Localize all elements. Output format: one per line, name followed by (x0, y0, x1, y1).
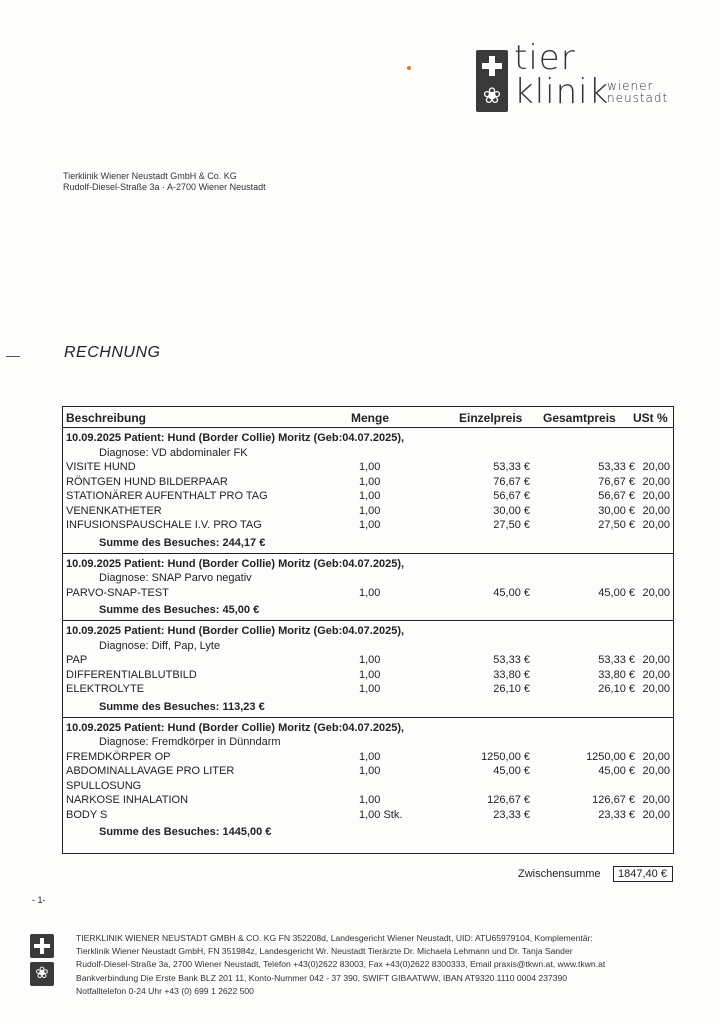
table-row (63, 793, 673, 808)
visit-sum: Summe des Besuches: 45,00 € (99, 604, 260, 616)
item-description: ELEKTROLYTE (66, 683, 145, 695)
table-row (63, 460, 673, 475)
item-description: PARVO-SNAP-TEST (66, 586, 169, 599)
item-description: STATIONÄRER AUFENTHALT PRO TAG (66, 490, 268, 502)
diagnosis: Diagnose: Fremdkörper in Dünndarm (99, 736, 281, 748)
ink-spot (407, 66, 411, 70)
footer-line-5: Notfalltelefon 0-24 Uhr +43 (0) 699 1 2622 500 (76, 985, 254, 996)
table-row (63, 518, 673, 533)
item-vat: 20,00 (642, 794, 670, 806)
visit-section (63, 554, 673, 622)
paw-icon: ❀ (476, 80, 508, 112)
header-quantity: Menge (351, 411, 390, 425)
item-unit-price: 30,00 € (493, 504, 530, 517)
item-vat: 20,00 (642, 668, 670, 681)
logo-word-tier: tier (514, 38, 576, 78)
header-description: Beschreibung (66, 411, 147, 425)
table-row (63, 653, 673, 668)
item-quantity: 1,00 (359, 519, 381, 531)
item-unit-price: 126,67 € (487, 794, 530, 806)
item-quantity: 1,00 (359, 504, 381, 517)
item-quantity: 1,00 (359, 668, 381, 681)
item-vat: 20,00 (642, 504, 670, 517)
visit-section (63, 718, 673, 853)
item-description: PAP (66, 654, 88, 666)
item-vat: 20,00 (642, 683, 670, 695)
diagnosis: Diagnose: SNAP Parvo negativ (99, 572, 252, 584)
item-quantity: 1,00 (359, 794, 381, 806)
diagnosis: Diagnose: VD abdominaler FK (99, 446, 248, 459)
table-row (63, 682, 673, 697)
item-description: DIFFERENTIALBLUTBILD (66, 668, 197, 681)
footer-line-3: Rudolf-Diesel-Straße 3a, 2700 Wiener Neustadt, Telefon +43(0)2622 83003, Fax +43(0)2622 8300333, Email praxis@tkwn.at, www.tkwn.at (76, 959, 606, 970)
footer-line-4: Bankverbindung Die Erste Bank BLZ 201 11, Konto-Nummer 042 - 37 390, SWIFT GIBAATWW, IBAN AT9320 1110 0004 237390 (76, 972, 568, 983)
table-header (63, 407, 673, 428)
table-row (63, 668, 673, 683)
item-description: SPULLOSUNG (66, 779, 142, 792)
footer-paw-icon: ❀ (30, 962, 54, 986)
item-total-price: 33,80 € (598, 668, 635, 681)
cross-icon (476, 50, 508, 82)
item-quantity: 1,00 (359, 654, 381, 666)
visit-sum: Summe des Besuches: 244,17 € (99, 536, 266, 549)
item-unit-price: 27,50 € (493, 519, 530, 531)
visit-section (63, 428, 673, 554)
invoice-table (62, 406, 674, 854)
item-unit-price: 45,00 € (493, 765, 530, 777)
visit-sum: Summe des Besuches: 113,23 € (99, 700, 265, 713)
table-row (63, 475, 673, 490)
item-total-price: 126,67 € (592, 794, 635, 806)
item-quantity: 1,00 Stk. (359, 808, 403, 821)
table-row (63, 504, 673, 519)
item-vat: 20,00 (642, 475, 670, 488)
footer-line-1: TIERKLINIK WIENER NEUSTADT GMBH & CO. KG FN 352208d, Landesgericht Wiener Neustadt, UID: ATU65979104, Komplementär: (76, 933, 593, 943)
item-quantity: 1,00 (359, 490, 381, 502)
table-row (63, 808, 673, 823)
item-total-price: 76,67 € (598, 475, 635, 488)
item-unit-price: 33,80 € (493, 668, 530, 681)
visit-header: 10.09.2025 Patient: Hund (Border Collie) Moritz (Geb:04.07.2025), (66, 432, 405, 444)
item-quantity: 1,00 (359, 461, 381, 473)
fold-mark (6, 356, 20, 357)
item-total-price: 1250,00 € (586, 750, 635, 763)
table-row (63, 586, 673, 601)
item-unit-price: 1250,00 € (481, 750, 530, 763)
sender-line-2: Rudolf-Diesel-Straße 3a · A-2700 Wiener Neustadt (63, 182, 266, 192)
item-total-price: 30,00 € (598, 504, 635, 517)
footer (76, 932, 696, 998)
item-vat: 20,00 (642, 654, 670, 666)
item-total-price: 53,33 € (598, 654, 635, 666)
logo-word-neustadt: neustadt (607, 91, 669, 105)
item-vat: 20,00 (642, 461, 670, 473)
header-vat: USt % (633, 411, 668, 425)
item-unit-price: 26,10 € (493, 683, 530, 695)
item-description: RÖNTGEN HUND BILDERPAAR (66, 475, 228, 488)
header-unit-price: Einzelpreis (459, 411, 523, 425)
subtotal-value: 1847,40 € (618, 868, 667, 880)
item-vat: 20,00 (642, 519, 670, 531)
item-total-price: 56,67 € (598, 490, 635, 502)
item-unit-price: 56,67 € (493, 490, 530, 502)
diagnosis: Diagnose: Diff, Pap, Lyte (99, 639, 221, 652)
item-vat: 20,00 (642, 808, 670, 821)
visit-section (63, 621, 673, 718)
item-description: FREMDKÖRPER OP (66, 750, 171, 763)
item-description: BODY S (66, 808, 108, 821)
item-description: INFUSIONSPAUSCHALE I.V. PRO TAG (66, 519, 262, 531)
item-description: ABDOMINALLAVAGE PRO LITER (66, 765, 235, 777)
header-total-price: Gesamtpreis (543, 411, 616, 425)
item-description: NARKOSE INHALATION (66, 794, 189, 806)
page-number: - 1- (32, 895, 46, 905)
item-total-price: 45,00 € (598, 765, 635, 777)
subtotal-label: Zwischensumme (518, 868, 601, 880)
item-total-price: 26,10 € (598, 683, 635, 695)
item-quantity: 1,00 (359, 586, 381, 599)
table-row (63, 750, 673, 765)
item-unit-price: 76,67 € (493, 475, 530, 488)
item-quantity: 1,00 (359, 750, 381, 763)
item-total-price: 23,33 € (598, 808, 635, 821)
table-row (63, 779, 673, 794)
item-unit-price: 23,33 € (493, 808, 530, 821)
document-title: RECHNUNG (64, 344, 161, 361)
item-unit-price: 53,33 € (493, 654, 530, 666)
item-vat: 20,00 (642, 490, 670, 502)
table-row (63, 764, 673, 779)
sender-address (63, 171, 266, 193)
item-total-price: 45,00 € (598, 586, 635, 599)
item-description: VENENKATHETER (66, 504, 162, 517)
item-description: VISITE HUND (66, 461, 136, 473)
table-row (63, 489, 673, 504)
visit-header: 10.09.2025 Patient: Hund (Border Collie) Moritz (Geb:04.07.2025), (66, 625, 405, 637)
item-vat: 20,00 (642, 765, 670, 777)
item-vat: 20,00 (642, 586, 670, 599)
visit-sum: Summe des Besuches: 1445,00 € (99, 826, 272, 838)
footer-cross-icon (30, 934, 54, 958)
item-quantity: 1,00 (359, 765, 381, 777)
item-total-price: 53,33 € (598, 461, 635, 473)
item-vat: 20,00 (642, 750, 670, 763)
logo-word-wiener: wiener (607, 79, 654, 93)
visit-header: 10.09.2025 Patient: Hund (Border Collie) Moritz (Geb:04.07.2025), (66, 721, 405, 734)
item-quantity: 1,00 (359, 475, 381, 488)
item-unit-price: 45,00 € (493, 586, 530, 599)
item-total-price: 27,50 € (598, 519, 635, 531)
footer-line-2: Tierklinik Wiener Neustadt GmbH, FN 351984z, Landesgericht Wr. Neustadt Tierärzte Dr. Michaela Lehmann und Dr. Tanja Sander (76, 946, 573, 957)
item-quantity: 1,00 (359, 683, 381, 695)
item-unit-price: 53,33 € (493, 461, 530, 473)
logo-word-klinik: klinik (514, 72, 610, 112)
visit-header: 10.09.2025 Patient: Hund (Border Collie) Moritz (Geb:04.07.2025), (66, 557, 405, 570)
sender-line-1: Tierklinik Wiener Neustadt GmbH & Co. KG (63, 171, 237, 181)
